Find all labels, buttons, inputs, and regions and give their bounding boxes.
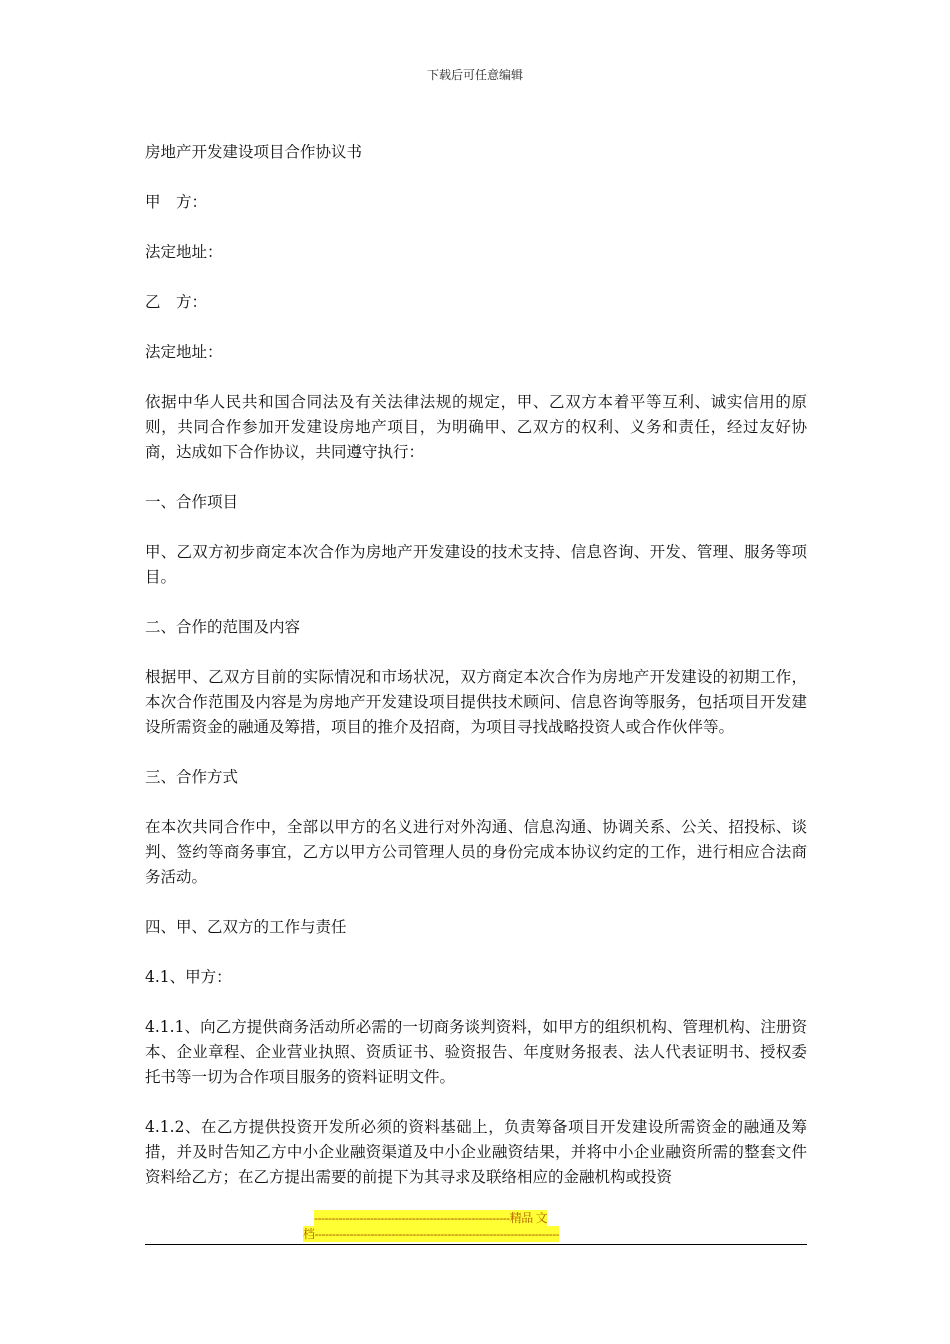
- footer-divider: [145, 1244, 807, 1245]
- section-2-heading: 二、合作的范围及内容: [145, 618, 301, 636]
- section-3-paragraph: 在本次共同合作中，全部以甲方的名义进行对外沟通、信息沟通、协调关系、公关、招投标、谈判、签约等商务事宜，乙方以甲方公司管理人员的身份完成本协议约定的工作，进行相应合法商务活动。: [145, 818, 807, 886]
- section-1-paragraph: 甲、乙双方初步商定本次合作为房地产开发建设的技术支持、信息咨询、开发、管理、服务等项目。: [145, 543, 807, 586]
- page-header-note: 下载后可任意编辑: [426, 68, 523, 82]
- section-3-heading: 三、合作方式: [145, 768, 239, 786]
- section-1-heading: 一、合作项目: [145, 493, 239, 511]
- section-2-paragraph: 根据甲、乙双方目前的实际情况和市场状况，双方商定本次合作为房地产开发建设的初期工作，本次合作范围及内容是为房地产开发建设项目提供技术顾问、信息咨询等服务，包括项目开发建设所需资金的融通及筹措，项目的推介及招商，为项目寻找战略投资人或合作伙伴等。: [145, 668, 807, 736]
- section-4-1-1-paragraph: 4.1.1、向乙方提供商务活动所必需的一切商务谈判资料，如甲方的组织机构、管理机构、注册资本、企业章程、企业营业执照、资质证书、验资报告、年度财务报表、法人代表证明书、授权委托书等一切为合作项目服务的资料证明文件。: [145, 1018, 807, 1086]
- section-4-1-2-paragraph: 4.1.2、在乙方提供投资开发所必须的资料基础上，负责筹备项目开发建设所需资金的融通及筹措，并及时告知乙方中小企业融资渠道及中小企业融资结果，并将中小企业融资所需的整套文件资料给乙方；在乙方提出需要的前提下为其寻求及联络相应的金融机构或投资: [145, 1118, 807, 1186]
- party-b-label: 乙 方：: [145, 293, 208, 311]
- section-4-heading: 四、甲、乙双方的工作与责任: [145, 918, 347, 936]
- footer-line-1: --------------------------------------------------------精品 文: [314, 1211, 548, 1225]
- party-a-address-label: 法定地址：: [145, 243, 223, 261]
- document-title: 房地产开发建设项目合作协议书: [145, 143, 363, 161]
- section-4-1-heading: 4.1、甲方：: [145, 968, 232, 986]
- footer-line-2: 档----------------------------------------------------------------------: [303, 1227, 560, 1241]
- party-a-label: 甲 方：: [145, 193, 208, 211]
- document-body: [145, 140, 807, 1215]
- party-b-address-label: 法定地址：: [145, 343, 223, 361]
- preamble-paragraph: 依据中华人民共和国合同法及有关法律法规的规定，甲、乙双方本着平等互利、诚实信用的原则，共同合作参加开发建设房地产项目，为明确甲、乙双方的权利、义务和责任，经过友好协商，达成如下合作协议，共同遵守执行：: [145, 393, 807, 461]
